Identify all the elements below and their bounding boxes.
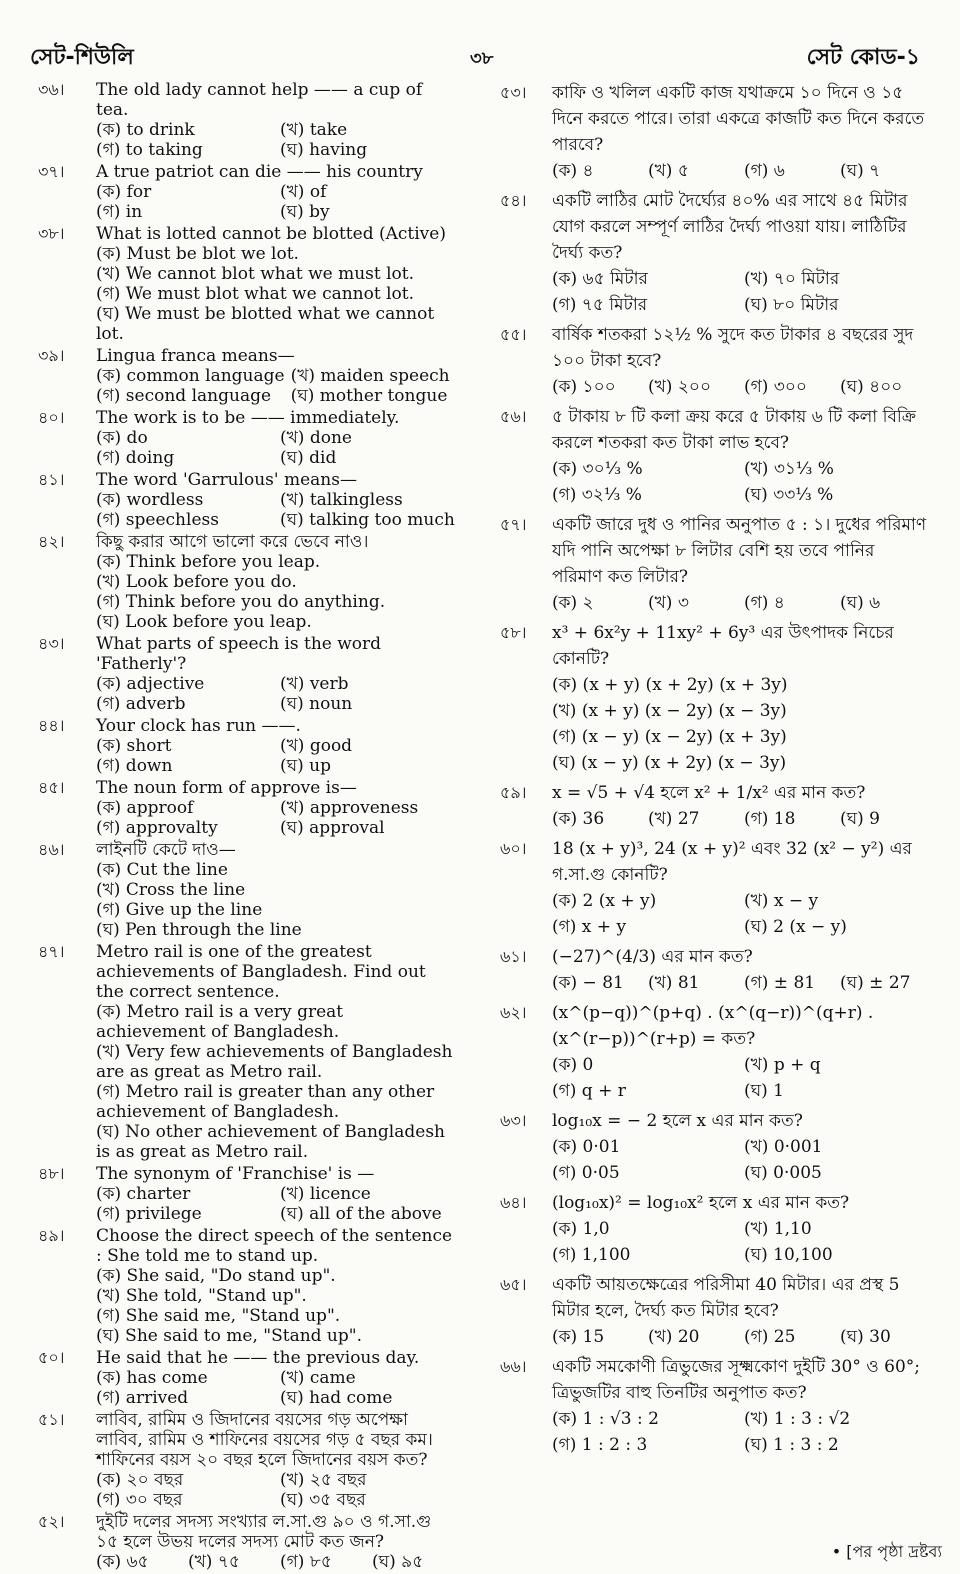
options-list [96,1002,458,1162]
answer-option: (ঘ) all of the above [280,1204,442,1224]
question [500,1354,930,1458]
options-list [552,806,930,832]
options-list [96,552,458,632]
question-number: ৫০। [38,1348,65,1367]
answer-option: (ক) short [96,736,172,756]
answer-option: (গ) She said me, "Stand up". [96,1306,341,1326]
answer-option: (ক) Think before you leap. [96,552,321,572]
question-number: ৪২। [38,532,65,551]
options-list [552,1052,930,1104]
answer-option: (ক) ৬৫ মিটার [552,269,648,289]
page-number: ৩৮ [470,48,494,69]
options-list [552,374,930,400]
question-text: x³ + 6x²y + 11xy² + 6y³ এর উৎপাদক নিচের কোনটি? [552,623,900,669]
answer-option: (খ) good [280,736,353,756]
answer-option: (ঘ) noun [280,694,353,714]
answer-option: (ক) 1,0 [552,1219,610,1239]
answer-option: (ক) (x + y) (x + 2y) (x + 3y) [552,675,788,695]
options-list [96,428,458,468]
answer-option: (গ) x + y [552,917,627,937]
question [500,836,930,940]
question [38,1410,458,1510]
answer-option: (ঘ) Pen through the line [96,920,302,940]
question-text: একটি আয়তক্ষেত্রের পরিসীমা 40 মিটার। এর প্রস্থ 5 মিটার হলে, দৈর্ঘ্য কত মিটার হবে? [552,1275,905,1321]
question-text: দুইটি দলের সদস্য সংখ্যার ল.সা.গু ৯০ ও গ.সা.গু ১৫ হলে উভয় দলের সদস্য মোট কত জন? [96,1512,437,1552]
question-text: Lingua franca means— [96,346,295,366]
answer-option: (খ) done [280,428,352,448]
answer-option: (গ) 18 [744,809,796,829]
question-number: ৪৫। [38,778,65,797]
options-list [96,1552,458,1572]
question-number: ৫৩। [500,83,527,102]
question [38,470,458,530]
answer-option: (খ) ৭০ মিটার [744,269,840,289]
answer-option: (খ) talkingless [280,490,403,510]
answer-option: (খ) came [280,1368,356,1388]
answer-option: (ক) 0·01 [552,1137,621,1157]
answer-option: (খ) p + q [744,1055,821,1075]
question-number: ৪৬। [38,840,65,859]
question-number: ৫৯। [500,783,527,802]
question [500,188,930,318]
question-number: ৬৪। [500,1193,527,1212]
answer-option: (ঘ) 9 [840,809,880,829]
answer-option: (গ) Metro rail is greater than any other achievement of Bangladesh. [96,1082,435,1122]
answer-option: (গ) down [96,756,173,776]
answer-option: (ঘ) 30 [840,1327,891,1347]
question [38,716,458,776]
answer-option: (ক) ২০ বছর [96,1470,184,1490]
options-list [552,970,930,996]
question-number: ৬০। [500,839,527,858]
answer-option: (খ) ৫ [648,161,689,181]
question-number: ৩৮। [38,224,65,243]
answer-option: (গ) ± 81 [744,973,816,993]
answer-option: (খ) 81 [648,973,700,993]
answer-option: (ঘ) 10,100 [744,1245,833,1265]
question [500,404,930,508]
answer-option: (ঘ) ৩৫ বছর [280,1490,366,1510]
question-number: ৪৭। [38,942,65,961]
question-text: একটি জারে দুধ ও পানির অনুপাত ৫ : ১। দুধের পরিমাণ যদি পানি অপেক্ষা ৮ লিটার বেশি হয় তবে পানির পরিমাণ কত লিটার? [552,515,932,587]
question [500,322,930,400]
question-number: ৫৬। [500,407,527,426]
question [38,1164,458,1224]
answer-option: (ঘ) mother tongue [290,386,448,406]
answer-option: (গ) 0·05 [552,1163,620,1183]
question [38,408,458,468]
question [500,512,930,616]
answer-option: (গ) 1 : 2 : 3 [552,1435,648,1455]
question [500,80,930,184]
options-list [96,1266,458,1346]
options-list [96,490,458,530]
question-number: ৪০। [38,408,65,427]
question-text: Your clock has run ——. [96,716,301,736]
question-number: ৫১। [38,1410,65,1429]
answer-option: (ঘ) ৬ [840,593,881,613]
answer-option: (ঘ) approval [280,818,385,838]
answer-option: (ক) Metro rail is a very great achievement of Bangladesh. [96,1002,344,1042]
question-number: ৩৯। [38,346,65,365]
question-text: লাইনটি কেটে দাও— [96,840,236,860]
question-text: কিছু করার আগে ভালো করে ভেবে নাও। [96,532,369,552]
answer-option: (ঘ) No other achievement of Bangladesh is as great as Metro rail. [96,1122,445,1162]
options-list [96,736,458,776]
set-code: সেট কোড-১ [806,45,920,70]
answer-option: (খ) (x + y) (x − 2y) (x − 3y) [552,701,787,721]
answer-option: (ঘ) (x − y) (x + 2y) (x − 3y) [552,753,787,773]
answer-option: (ক) 15 [552,1327,605,1347]
options-list [96,1368,458,1408]
question [500,780,930,832]
answer-option: (ঘ) 1 [744,1081,784,1101]
question [38,346,458,406]
question [38,80,458,160]
answer-option: (গ) Think before you do anything. [96,592,386,612]
answer-option: (ঘ) ৯৫ [372,1552,424,1572]
question-text: একটি সমকোণী ত্রিভুজের সূক্ষ্মকোণ দুইটি 30° ও 60°; ত্রিভুজটির বাহু তিনটির অনুপাত কত? [552,1357,926,1403]
answer-option: (ঘ) talking too much [280,510,455,530]
answer-option: (গ) We must blot what we cannot lot. [96,284,414,304]
answer-option: (গ) ৩০ বছর [96,1490,183,1510]
question [38,942,458,1162]
question-text: (x^(p−q))^(p+q) . (x^(q−r))^(q+r) . (x^(r−p))^(r+p) = কত? [552,1003,879,1049]
answer-option: (গ) to taking [96,140,203,160]
answer-option: (ক) to drink [96,120,195,140]
question-text: x = √5 + √4 হলে x² + 1/x² এর মান কত? [552,783,866,803]
answer-option: (ঘ) did [280,448,337,468]
options-list [96,674,458,714]
options-list [552,266,930,318]
right-question-column [500,80,930,1462]
answer-option: (ক) She said, "Do stand up". [96,1266,336,1286]
options-list [96,120,458,160]
answer-option: (ক) Must be blot we lot. [96,244,299,264]
next-page-note: • [পর পৃষ্ঠা দ্রষ্টব্য [831,1542,942,1561]
answer-option: (ঘ) She said to me, "Stand up". [96,1326,362,1346]
answer-option: (গ) ৩২⅓ % [552,485,642,505]
question-number: ৪৩। [38,634,65,653]
options-list [552,158,930,184]
answer-option: (গ) approvalty [96,818,218,838]
left-question-column [38,80,458,1574]
question-text: বার্ষিক শতকরা ১২½ % সুদে কত টাকার ৪ বছরের সুদ ১০০ টাকা হবে? [552,325,919,371]
answer-option: (ক) 2 (x + y) [552,891,657,911]
answer-option: (ঘ) 1 : 3 : 2 [744,1435,839,1455]
answer-option: (গ) Give up the line [96,900,263,920]
question [38,1226,458,1346]
answer-option: (খ) Cross the line [96,880,246,900]
question [500,1272,930,1350]
question [38,634,458,714]
set-name: সেট-শিউলি [30,45,134,70]
answer-option: (গ) 1,100 [552,1245,631,1265]
question-text: log₁₀x = − 2 হলে x এর মান কত? [552,1111,803,1131]
options-list [552,1134,930,1186]
question [38,224,458,344]
answer-option: (গ) doing [96,448,175,468]
options-list [96,366,458,406]
question-text: The old lady cannot help —— a cup of tea. [96,80,428,120]
answer-option: (গ) ৪ [744,593,785,613]
answer-option: (খ) x − y [744,891,819,911]
answer-option: (ক) ৬৫ [96,1552,149,1572]
options-list [552,456,930,508]
options-list [96,798,458,838]
question-text: What parts of speech is the word 'Fatherly'? [96,634,387,674]
question [38,532,458,632]
answer-option: (ক) common language [96,366,285,386]
answer-option: (ক) do [96,428,148,448]
options-list [552,1216,930,1268]
question-text: The work is to be —— immediately. [96,408,400,428]
answer-option: (ঘ) ± 27 [840,973,911,993]
question [500,1000,930,1104]
answer-option: (ক) Cut the line [96,860,228,880]
question-text: Choose the direct speech of the sentence : She told me to stand up. [96,1226,458,1266]
options-list [552,1324,930,1350]
answer-option: (ঘ) up [280,756,332,776]
answer-option: (খ) 0·001 [744,1137,823,1157]
question-number: ৩৭। [38,162,65,181]
answer-option: (গ) speechless [96,510,219,530]
answer-option: (ক) 0 [552,1055,594,1075]
question-text: (−27)^(4/3) এর মান কত? [552,947,753,967]
question-text: The synonym of 'Franchise' is — [96,1164,375,1184]
question-text: লাবিব, রামিম ও জিদানের বয়সের গড় অপেক্ষা লাবিব, রামিম ও শাফিনের বয়সের গড় ৫ বছর কম। শাফিনের বয়স ২০ বছর হলে জিদানের বয়স কত? [96,1410,439,1470]
answer-option: (ক) ৩০⅓ % [552,459,643,479]
answer-option: (ক) ৪ [552,161,594,181]
answer-option: (খ) licence [280,1184,371,1204]
answer-option: (ঘ) by [280,202,330,222]
question-number: ৪৮। [38,1164,65,1183]
answer-option: (ক) ১০০ [552,377,616,397]
options-list [552,672,930,776]
answer-option: (গ) privilege [96,1204,202,1224]
answer-option: (গ) ৮৫ [280,1552,332,1572]
answer-option: (গ) ৬ [744,161,785,181]
question-number: ৬৫। [500,1275,527,1294]
question [38,778,458,838]
question-number: ৬১। [500,947,527,966]
question [500,1108,930,1186]
answer-option: (গ) in [96,202,143,222]
answer-option: (ঘ) ৮০ মিটার [744,295,839,315]
answer-option: (ক) charter [96,1184,191,1204]
answer-option: (খ) ৭৫ [188,1552,240,1572]
answer-option: (খ) We cannot blot what we must lot. [96,264,415,284]
question [38,1512,458,1572]
answer-option: (ঘ) ৭ [840,161,881,181]
options-list [96,860,458,940]
answer-option: (খ) maiden speech [290,366,450,386]
options-list [552,888,930,940]
answer-option: (ক) 36 [552,809,605,829]
question-number: ৬২। [500,1003,527,1022]
answer-option: (ঘ) 0·005 [744,1163,822,1183]
answer-option: (খ) 27 [648,809,700,829]
question-text: The word 'Garrulous' means— [96,470,357,490]
options-list [96,1184,458,1224]
options-list [96,182,458,222]
question [500,620,930,776]
answer-option: (ঘ) had come [280,1388,393,1408]
question-number: ৫৮। [500,623,527,642]
answer-option: (ঘ) Look before you leap. [96,612,312,632]
answer-option: (গ) 25 [744,1327,796,1347]
question-text: (log₁₀x)² = log₁₀x² হলে x এর মান কত? [552,1193,850,1213]
question-text: ৫ টাকায় ৮ টি কলা ক্রয় করে ৫ টাকায় ৬ টি কলা বিক্রি করলে শতকরা কত টাকা লাভ হবে? [552,407,922,453]
question-text: Metro rail is one of the greatest achievements of Bangladesh. Find out the correct sentence. [96,942,432,1002]
answer-option: (ঘ) having [280,140,368,160]
question [38,162,458,222]
question-number: ৬৬। [500,1357,527,1376]
question [500,944,930,996]
answer-option: (ঘ) 2 (x − y) [744,917,847,937]
answer-option: (খ) approveness [280,798,419,818]
question [38,1348,458,1408]
question-text: He said that he —— the previous day. [96,1348,420,1368]
answer-option: (গ) q + r [552,1081,626,1101]
answer-option: (ক) for [96,182,152,202]
question-number: ৩৬। [38,80,65,99]
answer-option: (খ) She told, "Stand up". [96,1286,307,1306]
options-list [552,1406,930,1458]
answer-option: (খ) ৩১⅓ % [744,459,834,479]
answer-option: (খ) ৩ [648,593,689,613]
question-text: একটি লাঠির মোট দৈর্ঘ্যের ৪০% এর সাথে ৪৫ মিটার যোগ করলে সম্পূর্ণ লাঠির দৈর্ঘ্য পাওয়া যায়। লাঠিটির দৈর্ঘ্য কত? [552,191,913,263]
answer-option: (গ) second language [96,386,272,406]
question-text: A true patriot can die —— his country [96,162,423,182]
question-text: The noun form of approve is— [96,778,357,798]
answer-option: (ক) wordless [96,490,204,510]
question-number: ৫২। [38,1512,65,1531]
question-number: ৫৭। [500,515,527,534]
options-list [96,244,458,344]
answer-option: (ঘ) We must be blotted what we cannot lot. [96,304,435,344]
question [500,1190,930,1268]
options-list [552,590,930,616]
question [38,840,458,940]
answer-option: (খ) ২০০ [648,377,711,397]
question-text: What is lotted cannot be blotted (Active) [96,224,446,244]
question-number: ৪১। [38,470,65,489]
answer-option: (গ) adverb [96,694,186,714]
answer-option: (ক) − 81 [552,973,624,993]
answer-option: (ক) ২ [552,593,594,613]
answer-option: (খ) Very few achievements of Bangladesh are as great as Metro rail. [96,1042,453,1082]
answer-option: (খ) 1,10 [744,1219,812,1239]
question-number: ৬৩। [500,1111,527,1130]
question-text: 18 (x + y)³, 24 (x + y)² এবং 32 (x² − y²) এর গ.সা.গু কোনটি? [552,839,918,885]
answer-option: (গ) ৭৫ মিটার [552,295,648,315]
answer-option: (খ) of [280,182,327,202]
answer-option: (খ) take [280,120,348,140]
answer-option: (খ) Look before you do. [96,572,297,592]
answer-option: (খ) verb [280,674,349,694]
question-number: ৫৪। [500,191,527,210]
question-number: ৫৫। [500,325,527,344]
answer-option: (ক) adjective [96,674,205,694]
question-number: ৪৪। [38,716,65,735]
answer-option: (ঘ) ৪০০ [840,377,903,397]
options-list [96,1470,458,1510]
answer-option: (গ) (x − y) (x − 2y) (x + 3y) [552,727,787,747]
answer-option: (খ) ২৫ বছর [280,1470,367,1490]
answer-option: (খ) 1 : 3 : √2 [744,1409,851,1429]
answer-option: (ক) has come [96,1368,208,1388]
answer-option: (গ) ৩০০ [744,377,807,397]
answer-option: (খ) 20 [648,1327,700,1347]
answer-option: (ক) approof [96,798,194,818]
answer-option: (ক) 1 : √3 : 2 [552,1409,659,1429]
answer-option: (গ) arrived [96,1388,189,1408]
answer-option: (ঘ) ৩৩⅓ % [744,485,834,505]
question-text: কাফি ও খলিল একটি কাজ যথাক্রমে ১০ দিনে ও ১৫ দিনে করতে পারে। তারা একত্রে কাজটি কত দিনে করতে পারবে? [552,83,930,155]
question-number: ৪৯। [38,1226,65,1245]
